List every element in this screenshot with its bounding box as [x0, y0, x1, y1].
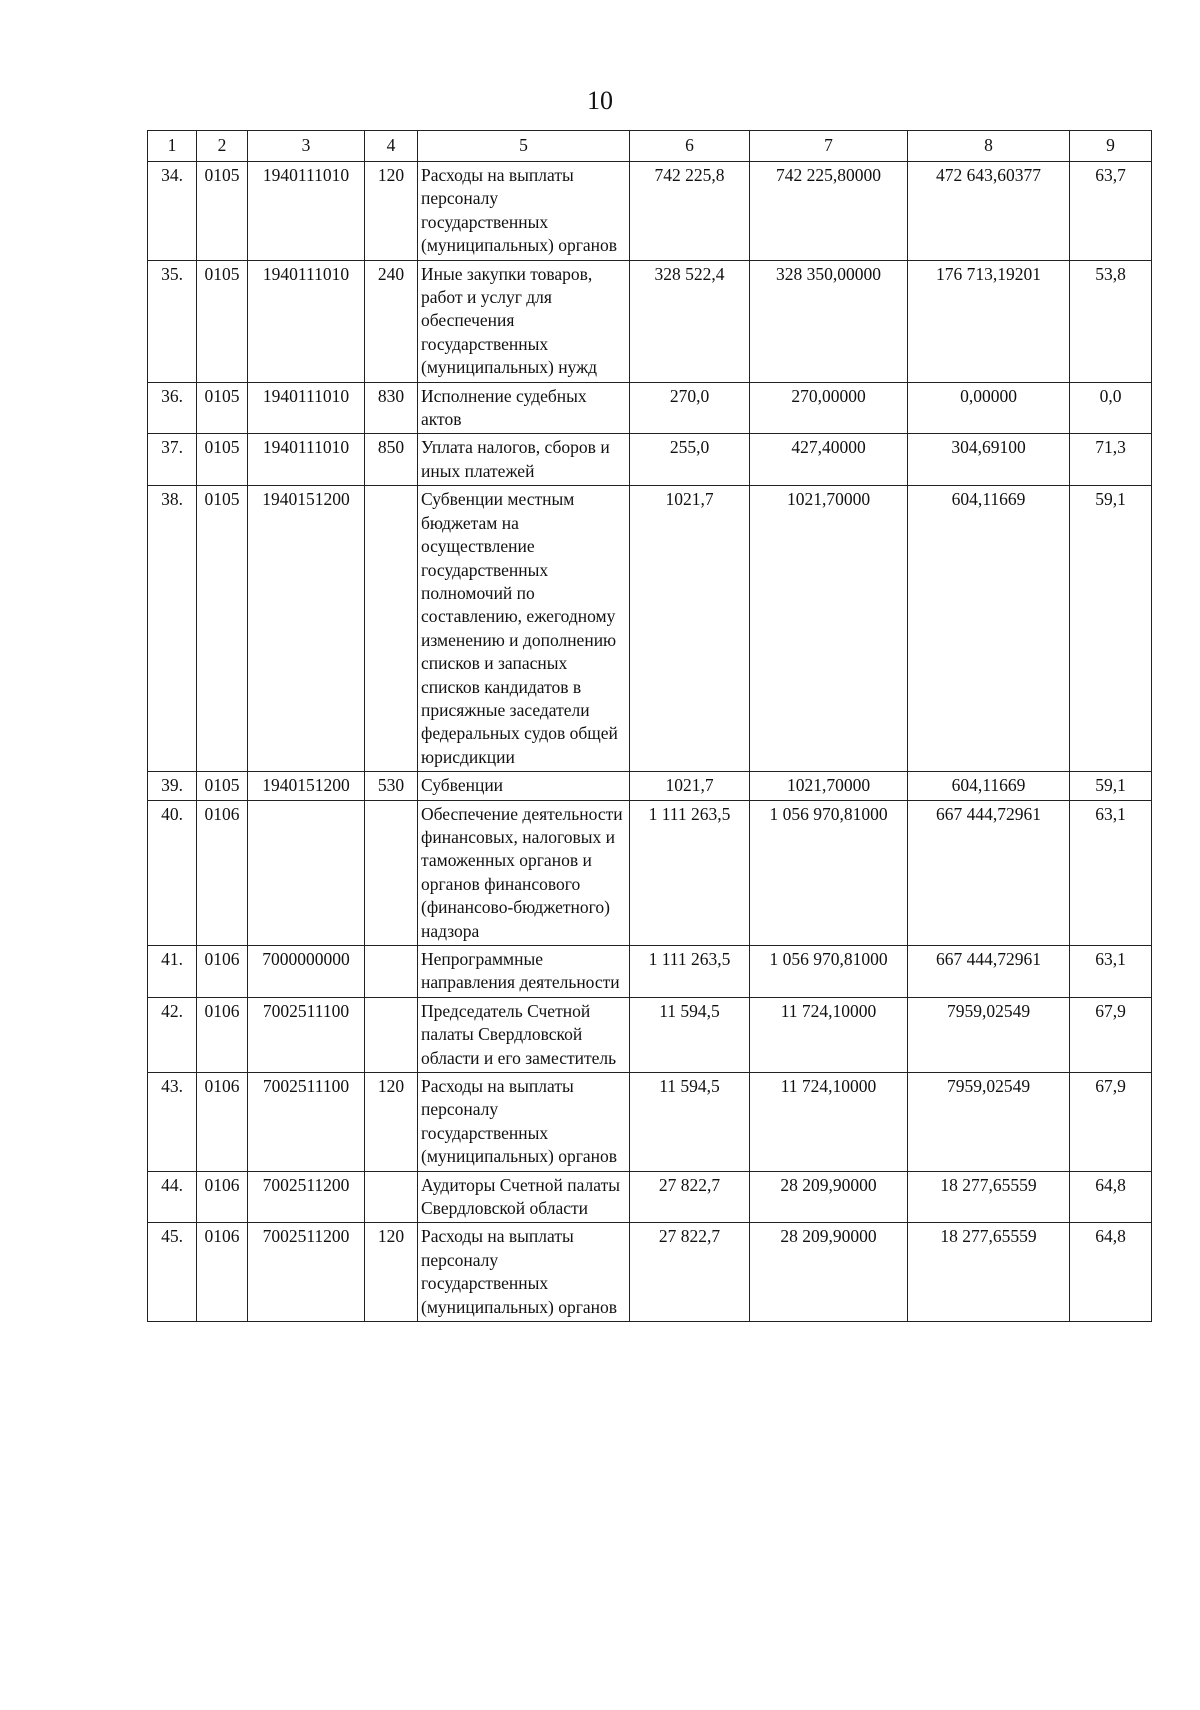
value-col7-cell: 270,00000 [750, 382, 908, 434]
value-col8-cell: 667 444,72961 [908, 946, 1070, 998]
item-name-cell: Аудиторы Счетной палаты Свердловской области [418, 1171, 630, 1223]
value-col8-cell: 7959,02549 [908, 997, 1070, 1072]
section-code-cell: 0106 [197, 946, 248, 998]
expense-type-cell: 850 [365, 434, 418, 486]
percent-cell: 59,1 [1070, 486, 1152, 772]
value-col6-cell: 1 111 263,5 [630, 800, 750, 945]
column-header: 1 [148, 131, 197, 162]
expense-type-cell [365, 946, 418, 998]
table-body [148, 162, 1152, 1322]
item-name-cell: Непрограммные направления деятельности [418, 946, 630, 998]
row-number-cell: 35. [148, 260, 197, 382]
target-code-cell: 7002511100 [248, 997, 365, 1072]
percent-cell: 63,1 [1070, 800, 1152, 945]
column-header: 2 [197, 131, 248, 162]
table-row [148, 434, 1152, 486]
percent-cell: 64,8 [1070, 1223, 1152, 1322]
section-code-cell: 0105 [197, 772, 248, 800]
value-col8-cell: 18 277,65559 [908, 1223, 1070, 1322]
item-name-cell: Иные закупки товаров, работ и услуг для обеспечения государственных (муниципальных) нужд [418, 260, 630, 382]
value-col8-cell: 176 713,19201 [908, 260, 1070, 382]
value-col6-cell: 328 522,4 [630, 260, 750, 382]
target-code-cell: 1940111010 [248, 382, 365, 434]
item-name-cell: Уплата налогов, сборов и иных платежей [418, 434, 630, 486]
value-col7-cell: 11 724,10000 [750, 997, 908, 1072]
target-code-cell: 1940151200 [248, 486, 365, 772]
value-col7-cell: 1 056 970,81000 [750, 946, 908, 998]
item-name-cell: Председатель Счетной палаты Свердловской области и его заместитель [418, 997, 630, 1072]
page-number: 10 [587, 86, 613, 115]
percent-cell: 59,1 [1070, 772, 1152, 800]
target-code-cell: 7000000000 [248, 946, 365, 998]
percent-cell: 63,1 [1070, 946, 1152, 998]
expense-type-cell: 120 [365, 1073, 418, 1172]
expense-type-cell [365, 800, 418, 945]
expense-type-cell: 120 [365, 162, 418, 261]
row-number-cell: 41. [148, 946, 197, 998]
percent-cell: 71,3 [1070, 434, 1152, 486]
value-col6-cell: 742 225,8 [630, 162, 750, 261]
value-col6-cell: 1021,7 [630, 772, 750, 800]
expense-type-cell: 240 [365, 260, 418, 382]
value-col7-cell: 1021,70000 [750, 486, 908, 772]
table-row [148, 1171, 1152, 1223]
value-col8-cell: 604,11669 [908, 486, 1070, 772]
table-row [148, 382, 1152, 434]
value-col6-cell: 1 111 263,5 [630, 946, 750, 998]
table-row [148, 800, 1152, 945]
value-col7-cell: 1 056 970,81000 [750, 800, 908, 945]
section-code-cell: 0105 [197, 162, 248, 261]
target-code-cell: 1940111010 [248, 260, 365, 382]
table-row [148, 772, 1152, 800]
target-code-cell [248, 800, 365, 945]
value-col7-cell: 28 209,90000 [750, 1171, 908, 1223]
table-row [148, 1073, 1152, 1172]
percent-cell: 53,8 [1070, 260, 1152, 382]
section-code-cell: 0106 [197, 1073, 248, 1172]
item-name-cell: Расходы на выплаты персоналу государственных (муниципальных) органов [418, 1223, 630, 1322]
row-number-cell: 44. [148, 1171, 197, 1223]
value-col7-cell: 11 724,10000 [750, 1073, 908, 1172]
target-code-cell: 7002511200 [248, 1171, 365, 1223]
value-col7-cell: 28 209,90000 [750, 1223, 908, 1322]
section-code-cell: 0106 [197, 997, 248, 1072]
row-number-cell: 37. [148, 434, 197, 486]
column-header: 5 [418, 131, 630, 162]
table-row [148, 162, 1152, 261]
row-number-cell: 34. [148, 162, 197, 261]
row-number-cell: 43. [148, 1073, 197, 1172]
expense-type-cell [365, 1171, 418, 1223]
expense-type-cell [365, 486, 418, 772]
value-col7-cell: 742 225,80000 [750, 162, 908, 261]
value-col8-cell: 18 277,65559 [908, 1171, 1070, 1223]
table-row [148, 260, 1152, 382]
section-code-cell: 0106 [197, 800, 248, 945]
value-col8-cell: 604,11669 [908, 772, 1070, 800]
budget-table [147, 130, 1152, 1322]
row-number-cell: 39. [148, 772, 197, 800]
target-code-cell: 1940111010 [248, 162, 365, 261]
expense-type-cell: 530 [365, 772, 418, 800]
item-name-cell: Расходы на выплаты персоналу государственных (муниципальных) органов [418, 1073, 630, 1172]
target-code-cell: 7002511100 [248, 1073, 365, 1172]
expense-type-cell [365, 997, 418, 1072]
value-col8-cell: 7959,02549 [908, 1073, 1070, 1172]
column-header: 3 [248, 131, 365, 162]
percent-cell: 67,9 [1070, 997, 1152, 1072]
value-col6-cell: 11 594,5 [630, 997, 750, 1072]
section-code-cell: 0105 [197, 260, 248, 382]
section-code-cell: 0105 [197, 382, 248, 434]
item-name-cell: Расходы на выплаты персоналу государственных (муниципальных) органов [418, 162, 630, 261]
percent-cell: 64,8 [1070, 1171, 1152, 1223]
value-col7-cell: 328 350,00000 [750, 260, 908, 382]
percent-cell: 0,0 [1070, 382, 1152, 434]
value-col8-cell: 0,00000 [908, 382, 1070, 434]
item-name-cell: Обеспечение деятельности финансовых, налоговых и таможенных органов и органов финансового (финансово-бюджетного) надзора [418, 800, 630, 945]
value-col6-cell: 255,0 [630, 434, 750, 486]
section-code-cell: 0106 [197, 1171, 248, 1223]
column-header: 6 [630, 131, 750, 162]
table-row [148, 946, 1152, 998]
percent-cell: 63,7 [1070, 162, 1152, 261]
value-col8-cell: 667 444,72961 [908, 800, 1070, 945]
item-name-cell: Исполнение судебных актов [418, 382, 630, 434]
expense-type-cell: 120 [365, 1223, 418, 1322]
row-number-cell: 42. [148, 997, 197, 1072]
row-number-cell: 36. [148, 382, 197, 434]
section-code-cell: 0106 [197, 1223, 248, 1322]
section-code-cell: 0105 [197, 434, 248, 486]
target-code-cell: 7002511200 [248, 1223, 365, 1322]
value-col6-cell: 270,0 [630, 382, 750, 434]
table-row [148, 486, 1152, 772]
item-name-cell: Субвенции [418, 772, 630, 800]
target-code-cell: 1940151200 [248, 772, 365, 800]
table-header-row [148, 131, 1152, 162]
table-row [148, 1223, 1152, 1322]
section-code-cell: 0105 [197, 486, 248, 772]
expense-type-cell: 830 [365, 382, 418, 434]
value-col8-cell: 304,69100 [908, 434, 1070, 486]
column-header: 9 [1070, 131, 1152, 162]
value-col7-cell: 427,40000 [750, 434, 908, 486]
value-col6-cell: 11 594,5 [630, 1073, 750, 1172]
column-header: 8 [908, 131, 1070, 162]
value-col6-cell: 27 822,7 [630, 1223, 750, 1322]
value-col7-cell: 1021,70000 [750, 772, 908, 800]
row-number-cell: 40. [148, 800, 197, 945]
table-row [148, 997, 1152, 1072]
percent-cell: 67,9 [1070, 1073, 1152, 1172]
row-number-cell: 38. [148, 486, 197, 772]
target-code-cell: 1940111010 [248, 434, 365, 486]
column-header: 7 [750, 131, 908, 162]
row-number-cell: 45. [148, 1223, 197, 1322]
column-header: 4 [365, 131, 418, 162]
value-col6-cell: 27 822,7 [630, 1171, 750, 1223]
item-name-cell: Субвенции местным бюджетам на осуществление государственных полномочий по составлению, ежегодному изменению и дополнению списков и запасных списков кандидатов в присяжные заседатели федеральных судов общей юрисдикции [418, 486, 630, 772]
value-col6-cell: 1021,7 [630, 486, 750, 772]
value-col8-cell: 472 643,60377 [908, 162, 1070, 261]
